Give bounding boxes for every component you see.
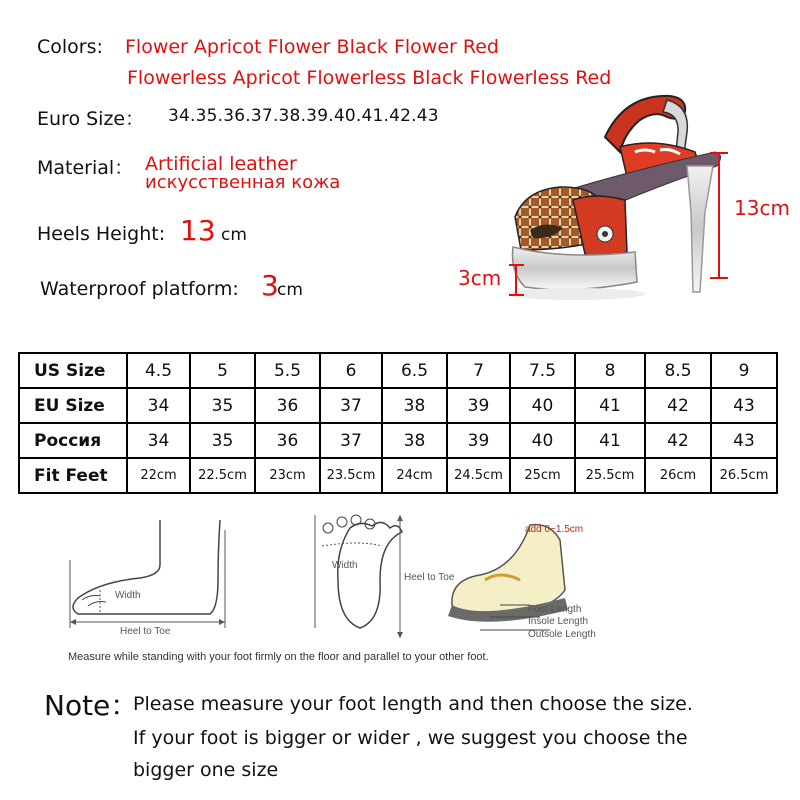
outsole-length-label: Outsole Length — [528, 629, 596, 640]
row-header: US Size — [19, 353, 127, 388]
size-cell: 39 — [447, 388, 510, 423]
size-cell: 26cm — [645, 458, 711, 493]
note-line-1: Please measure your foot length and then choose the size. — [133, 693, 693, 715]
platform-dimension-label: 3cm — [458, 266, 502, 290]
size-cell: 35 — [190, 388, 255, 423]
heels-height-label: Heels Height: — [37, 223, 166, 245]
size-cell: 36 — [255, 388, 320, 423]
size-cell: 4.5 — [127, 353, 190, 388]
table-row — [19, 353, 777, 388]
measure-caption: Measure while standing with your foot firmly on the floor and parallel to your other foot. — [68, 651, 489, 663]
size-cell: 6 — [320, 353, 382, 388]
insole-length-label: Insole Length — [528, 616, 589, 627]
heel-height-dimension-line — [700, 150, 730, 282]
heel-to-toe-label-top: Heel to Toe — [404, 572, 455, 583]
size-cell: 43 — [711, 388, 777, 423]
euro-size-values: 34.35.36.37.38.39.40.41.42.43 — [168, 106, 439, 126]
table-row — [19, 423, 777, 458]
material-english: Artificial leather — [145, 153, 297, 175]
size-cell: 38 — [382, 388, 447, 423]
note-line-3: bigger one size — [133, 759, 279, 781]
size-cell: 7.5 — [510, 353, 575, 388]
size-cell: 25cm — [510, 458, 575, 493]
colors-line-2: Flowerless Apricot Flowerless Black Flowerless Red — [127, 67, 612, 89]
size-cell: 39 — [447, 423, 510, 458]
size-cell: 41 — [575, 388, 645, 423]
size-cell: 38 — [382, 423, 447, 458]
material-label: Material： — [37, 157, 134, 179]
platform-dimension-line — [506, 262, 526, 298]
size-cell: 5 — [190, 353, 255, 388]
size-cell: 24cm — [382, 458, 447, 493]
platform-label: Waterproof platform: — [40, 278, 239, 300]
add-margin-label: add 0~1.5cm — [525, 524, 584, 535]
size-cell: 34 — [127, 423, 190, 458]
size-cell: 8.5 — [645, 353, 711, 388]
size-cell: 34 — [127, 388, 190, 423]
size-cell: 8 — [575, 353, 645, 388]
size-cell: 40 — [510, 388, 575, 423]
size-cell: 23.5cm — [320, 458, 382, 493]
size-cell: 26.5cm — [711, 458, 777, 493]
size-cell: 9 — [711, 353, 777, 388]
size-cell: 36 — [255, 423, 320, 458]
note-line-2: If your foot is bigger or wider , we suggest you choose the — [133, 727, 688, 749]
heel-height-dimension-label: 13cm — [734, 196, 790, 220]
euro-size-label: Euro Size： — [37, 108, 145, 130]
foot-measurement-diagram — [60, 510, 596, 645]
heels-height-unit: cm — [221, 225, 247, 245]
size-cell: 6.5 — [382, 353, 447, 388]
size-cell: 43 — [711, 423, 777, 458]
colors-line-1: Flower Apricot Flower Black Flower Red — [125, 36, 499, 58]
colors-label: Colors: — [37, 36, 103, 58]
size-chart-table — [18, 352, 778, 494]
heel-to-toe-label-side: Heel to Toe — [120, 626, 171, 637]
size-cell: 24.5cm — [447, 458, 510, 493]
size-cell: 37 — [320, 423, 382, 458]
width-label-top: Width — [332, 560, 358, 571]
table-row — [19, 388, 777, 423]
size-cell: 22cm — [127, 458, 190, 493]
size-cell: 40 — [510, 423, 575, 458]
size-cell: 25.5cm — [575, 458, 645, 493]
size-cell: 42 — [645, 388, 711, 423]
size-cell: 35 — [190, 423, 255, 458]
size-cell: 41 — [575, 423, 645, 458]
row-header: Россия — [19, 423, 127, 458]
heels-height-value: 13 — [180, 214, 216, 247]
note-label: Note： — [44, 689, 139, 722]
size-cell: 37 — [320, 388, 382, 423]
foot-length-label: Foot Length — [528, 604, 582, 615]
size-cell: 5.5 — [255, 353, 320, 388]
row-header: EU Size — [19, 388, 127, 423]
size-cell: 23cm — [255, 458, 320, 493]
size-cell: 42 — [645, 423, 711, 458]
width-label-side: Width — [115, 590, 141, 601]
size-cell: 7 — [447, 353, 510, 388]
table-row — [19, 458, 777, 493]
row-header: Fit Feet — [19, 458, 127, 493]
platform-unit: cm — [277, 280, 303, 300]
material-russian: искусственная кожа — [145, 172, 341, 193]
size-cell: 22.5cm — [190, 458, 255, 493]
platform-value: 3 — [261, 269, 279, 302]
